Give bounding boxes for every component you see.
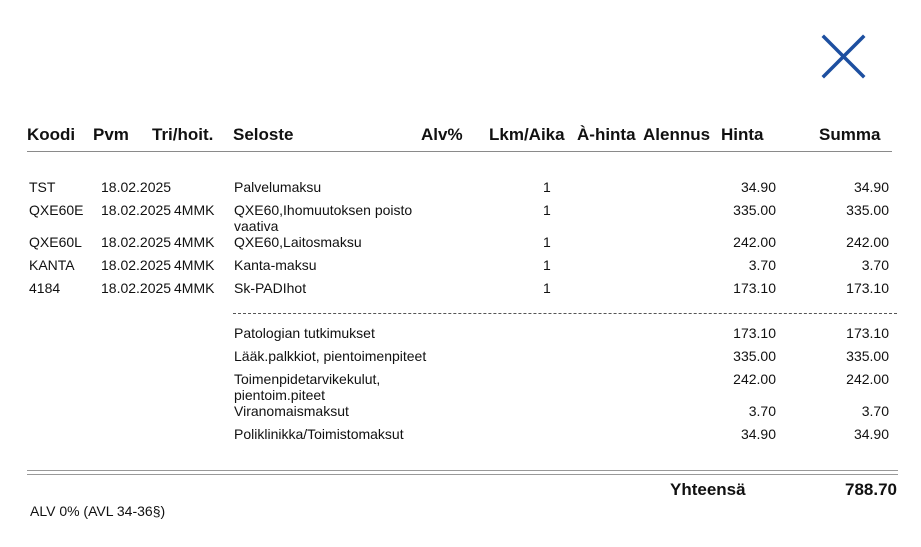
row-lkm: 1 bbox=[543, 234, 551, 250]
header-alennus: Alennus bbox=[643, 125, 711, 144]
header-divider bbox=[27, 151, 892, 152]
vat-note: ALV 0% (AVL 34-36§) bbox=[30, 503, 166, 519]
row-hinta: 3.70 bbox=[748, 257, 776, 273]
row-koodi: KANTA bbox=[29, 257, 75, 273]
summary-hinta: 3.70 bbox=[748, 403, 776, 419]
row-pvm: 18.02.2025 bbox=[101, 257, 172, 273]
row-seloste: Kanta-maksu bbox=[234, 257, 317, 273]
summary-label: Poliklinikka/Toimistomaksut bbox=[234, 426, 404, 442]
summary-summa: 173.10 bbox=[846, 325, 889, 341]
summary-label-cont: pientoim.piteet bbox=[234, 387, 326, 403]
summary-label: Patologian tutkimukset bbox=[234, 325, 375, 341]
summary-hinta: 335.00 bbox=[733, 348, 776, 364]
row-summa: 3.70 bbox=[861, 257, 889, 273]
row-summa: 173.10 bbox=[846, 280, 889, 296]
row-lkm: 1 bbox=[543, 257, 551, 273]
row-hinta: 173.10 bbox=[733, 280, 776, 296]
row-tri: 4MMK bbox=[174, 234, 215, 250]
total-divider-top bbox=[27, 470, 898, 471]
row-pvm: 18.02.2025 bbox=[101, 280, 172, 296]
summary-label: Toimenpidetarvikekulut, bbox=[234, 371, 381, 387]
header-pvm: Pvm bbox=[93, 125, 129, 144]
summary-summa: 34.90 bbox=[853, 426, 889, 442]
close-icon bbox=[818, 32, 868, 82]
row-koodi: 4184 bbox=[29, 280, 61, 296]
row-lkm: 1 bbox=[543, 202, 551, 218]
row-seloste: Palvelumaksu bbox=[234, 179, 322, 195]
row-lkm: 1 bbox=[543, 280, 551, 296]
header-lkm-aika: Lkm/Aika bbox=[489, 125, 565, 144]
close-button[interactable] bbox=[818, 32, 868, 82]
header-summa: Summa bbox=[819, 125, 881, 144]
row-pvm: 18.02.2025 bbox=[101, 202, 172, 218]
header-alv: Alv% bbox=[421, 125, 463, 144]
summary-label: Lääk.palkkiot, pientoimenpiteet bbox=[234, 348, 427, 364]
row-koodi: QXE60L bbox=[29, 234, 82, 250]
header-tri-hoit: Tri/hoit. bbox=[152, 125, 214, 144]
row-koodi: QXE60E bbox=[29, 202, 84, 218]
total-label: Yhteensä bbox=[670, 480, 746, 499]
row-hinta: 34.90 bbox=[740, 179, 776, 195]
row-seloste-cont: vaativa bbox=[234, 218, 279, 234]
row-tri: 4MMK bbox=[174, 257, 215, 273]
row-pvm: 18.02.2025 bbox=[101, 234, 172, 250]
row-summa: 34.90 bbox=[853, 179, 889, 195]
row-seloste: QXE60,Laitosmaksu bbox=[234, 234, 362, 250]
row-hinta: 335.00 bbox=[733, 202, 776, 218]
row-seloste: Sk-PADIhot bbox=[234, 280, 307, 296]
summary-summa: 242.00 bbox=[846, 371, 889, 387]
summary-summa: 335.00 bbox=[846, 348, 889, 364]
total-value: 788.70 bbox=[845, 480, 897, 499]
row-lkm: 1 bbox=[543, 179, 551, 195]
header-seloste: Seloste bbox=[233, 125, 294, 144]
row-seloste: QXE60,Ihomuutoksen poisto bbox=[234, 202, 413, 218]
row-summa: 242.00 bbox=[846, 234, 889, 250]
header-a-hinta: À-hinta bbox=[577, 125, 636, 144]
row-tri: 4MMK bbox=[174, 202, 215, 218]
row-koodi: TST bbox=[29, 179, 56, 195]
summary-hinta: 34.90 bbox=[740, 426, 776, 442]
row-hinta: 242.00 bbox=[733, 234, 776, 250]
row-tri: 4MMK bbox=[174, 280, 215, 296]
summary-summa: 3.70 bbox=[861, 403, 889, 419]
header-koodi: Koodi bbox=[27, 125, 76, 144]
summary-hinta: 173.10 bbox=[733, 325, 776, 341]
row-pvm: 18.02.2025 bbox=[101, 179, 172, 195]
total-divider-bottom bbox=[27, 474, 898, 475]
summary-label: Viranomaismaksut bbox=[234, 403, 349, 419]
dashed-divider bbox=[233, 313, 897, 314]
header-hinta: Hinta bbox=[721, 125, 764, 144]
row-summa: 335.00 bbox=[846, 202, 889, 218]
summary-hinta: 242.00 bbox=[733, 371, 776, 387]
